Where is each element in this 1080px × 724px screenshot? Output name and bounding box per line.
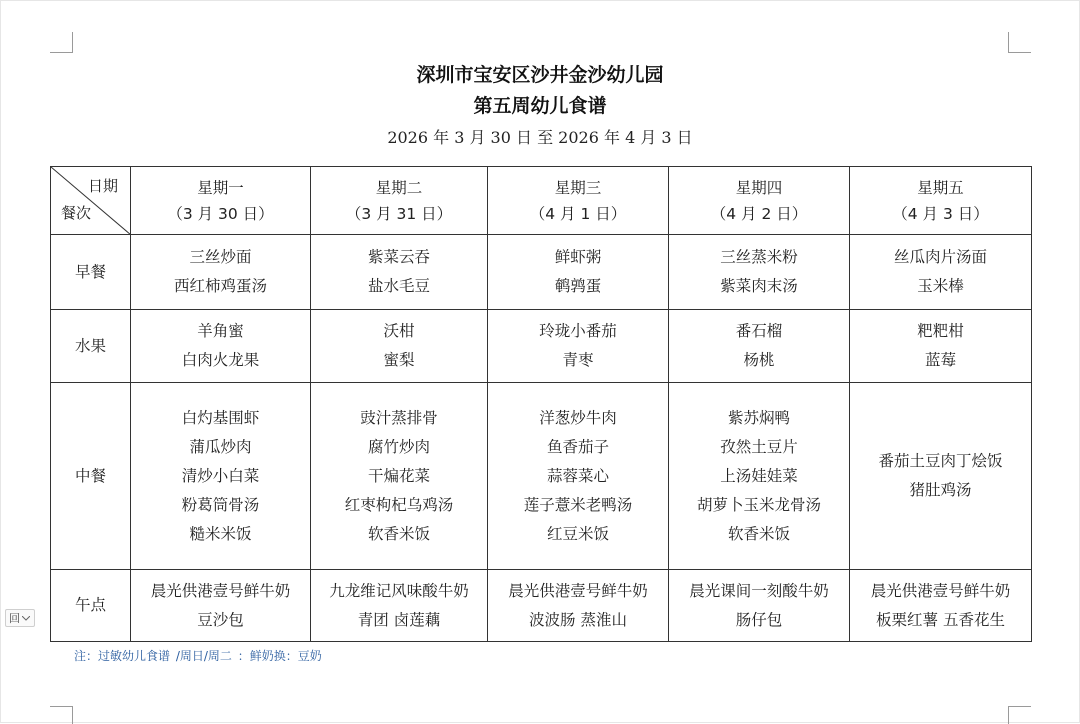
dish-item: 莲子薏米老鸭汤 — [523, 495, 633, 514]
corner-date-label: 日期 — [87, 177, 118, 195]
meal-label: 早餐 — [51, 235, 131, 310]
lunch-row — [51, 383, 1032, 570]
crop-mark-bottom-left — [50, 706, 73, 724]
breakfast-row — [51, 235, 1032, 310]
allergy-note: 注：过敏幼儿食谱 /周日/周二 ：鲜奶换：豆奶 — [74, 649, 322, 663]
dish-item: 红豆米饭 — [546, 524, 609, 543]
chevron-down-icon — [22, 616, 30, 622]
dish-item: 蒲瓜炒肉 — [189, 437, 252, 456]
dish-item: 番石榴 — [735, 322, 783, 340]
dish-cell — [488, 235, 669, 310]
dish-cell — [131, 310, 311, 383]
dish-item: 腐竹炒肉 — [367, 437, 430, 456]
dish-item: 晨光供港壹号鲜牛奶 — [508, 581, 648, 600]
dish-cell — [669, 235, 850, 310]
dish-cell — [850, 235, 1032, 310]
column-header — [850, 167, 1032, 235]
dish-item: 肠仔包 — [735, 610, 783, 629]
weekday-label: 星期二 — [375, 178, 423, 197]
dish-cell — [131, 235, 311, 310]
date-label: （4 月 3 日） — [892, 204, 989, 223]
column-header — [669, 167, 850, 235]
fruit-row — [51, 310, 1032, 383]
dish-item: 孜然土豆片 — [720, 437, 798, 456]
dish-item: 上汤娃娃菜 — [720, 466, 798, 485]
dish-cell — [131, 570, 311, 642]
dish-item: 白肉火龙果 — [181, 351, 260, 369]
date-label: （3 月 31 日） — [345, 204, 453, 223]
header-row — [51, 167, 1032, 235]
dish-item: 九龙维记风味酸牛奶 — [329, 581, 469, 600]
dish-cell — [669, 310, 850, 383]
dish-item: 晨光供港壹号鲜牛奶 — [870, 581, 1011, 600]
dish-item: 杨桃 — [743, 351, 775, 369]
crop-mark-top-left — [50, 32, 73, 53]
dish-item: 清炒小白菜 — [181, 466, 260, 485]
dish-item: 红枣枸杞乌鸡汤 — [344, 495, 454, 514]
dish-item: 鲜虾粥 — [554, 248, 602, 266]
dish-cell — [850, 383, 1032, 570]
dish-item: 盐水毛豆 — [367, 277, 430, 295]
dish-item: 豆沙包 — [197, 610, 244, 629]
dish-cell — [311, 235, 488, 310]
date-label: （3 月 30 日） — [167, 204, 274, 223]
dish-item: 玲珑小番茄 — [539, 322, 617, 340]
dish-cell — [131, 383, 311, 570]
dish-item: 紫苏焖鸭 — [727, 408, 790, 427]
column-header — [311, 167, 488, 235]
afternoon-snack-row — [51, 570, 1032, 642]
dish-item: 西红柿鸡蛋汤 — [173, 277, 267, 295]
menu-title: 第五周幼儿食谱 — [473, 95, 607, 117]
dish-item: 糙米米饭 — [189, 524, 252, 543]
dish-item: 紫菜云吞 — [367, 248, 430, 266]
layout-label: 回 — [9, 612, 20, 625]
weekday-label: 星期三 — [554, 178, 602, 197]
dish-cell — [488, 310, 669, 383]
dish-item: 蓝莓 — [924, 351, 956, 369]
dish-item: 软香米饭 — [367, 524, 430, 543]
dish-item: 干煸花菜 — [367, 466, 430, 485]
dish-item: 洋葱炒牛肉 — [539, 408, 617, 427]
date-range: 2026 年 3 月 30 日 至 2026 年 4 月 3 日 — [387, 128, 693, 147]
school-title: 深圳市宝安区沙井金沙幼儿园 — [416, 64, 664, 86]
dish-cell — [488, 570, 669, 642]
dish-cell — [488, 383, 669, 570]
dish-item: 番茄土豆肉丁烩饭 — [878, 452, 1003, 470]
dish-item: 鹌鹑蛋 — [554, 277, 602, 295]
crop-mark-top-right — [1008, 32, 1031, 53]
weekday-label: 星期五 — [917, 178, 964, 197]
menu-table — [50, 166, 1032, 642]
meal-label: 午点 — [51, 570, 131, 642]
dish-item: 蜜梨 — [383, 351, 415, 369]
corner-cell — [51, 167, 131, 235]
dish-cell — [311, 310, 488, 383]
dish-item: 丝瓜肉片汤面 — [893, 248, 987, 266]
meal-label: 水果 — [51, 310, 131, 383]
dish-item: 白灼基围虾 — [181, 408, 260, 427]
date-label: （4 月 1 日） — [529, 204, 627, 223]
dish-item: 板栗红薯 五香花生 — [876, 610, 1005, 629]
dish-item: 羊角蜜 — [197, 322, 244, 340]
dish-item: 粉葛筒骨汤 — [181, 495, 260, 514]
corner-meal-label: 餐次 — [61, 204, 92, 222]
weekday-label: 星期四 — [735, 178, 783, 197]
dish-cell — [850, 310, 1032, 383]
dish-item: 紫菜肉末汤 — [720, 277, 798, 295]
dish-cell — [669, 570, 850, 642]
dish-item: 猪肚鸡汤 — [909, 481, 972, 499]
dish-item: 晨光课间一刻酸牛奶 — [689, 581, 829, 600]
dish-item: 软香米饭 — [727, 524, 790, 543]
dish-cell — [311, 570, 488, 642]
dish-item: 豉汁蒸排骨 — [360, 408, 438, 427]
dish-item: 三丝蒸米粉 — [720, 248, 798, 266]
paragraph-layout-button[interactable] — [5, 609, 35, 627]
dish-item: 鱼香茄子 — [546, 437, 609, 456]
meal-label: 中餐 — [51, 383, 131, 570]
dish-cell — [311, 383, 488, 570]
dish-item: 青团 卤莲藕 — [357, 610, 441, 629]
dish-item: 蒜蓉菜心 — [546, 466, 609, 485]
dish-item: 粑粑柑 — [917, 322, 964, 340]
crop-mark-bottom-right — [1008, 706, 1031, 724]
column-header — [131, 167, 311, 235]
dish-cell — [669, 383, 850, 570]
dish-item: 胡萝卜玉米龙骨汤 — [696, 495, 821, 514]
dish-item: 波波肠 蒸淮山 — [529, 610, 627, 629]
dish-item: 三丝炒面 — [189, 248, 252, 266]
dish-cell — [850, 570, 1032, 642]
column-header — [488, 167, 669, 235]
dish-item: 青枣 — [562, 351, 594, 369]
weekday-label: 星期一 — [197, 178, 244, 197]
date-label: （4 月 2 日） — [710, 204, 808, 223]
dish-item: 晨光供港壹号鲜牛奶 — [150, 581, 291, 600]
dish-item: 沃柑 — [383, 322, 415, 340]
dish-item: 玉米棒 — [917, 277, 964, 295]
